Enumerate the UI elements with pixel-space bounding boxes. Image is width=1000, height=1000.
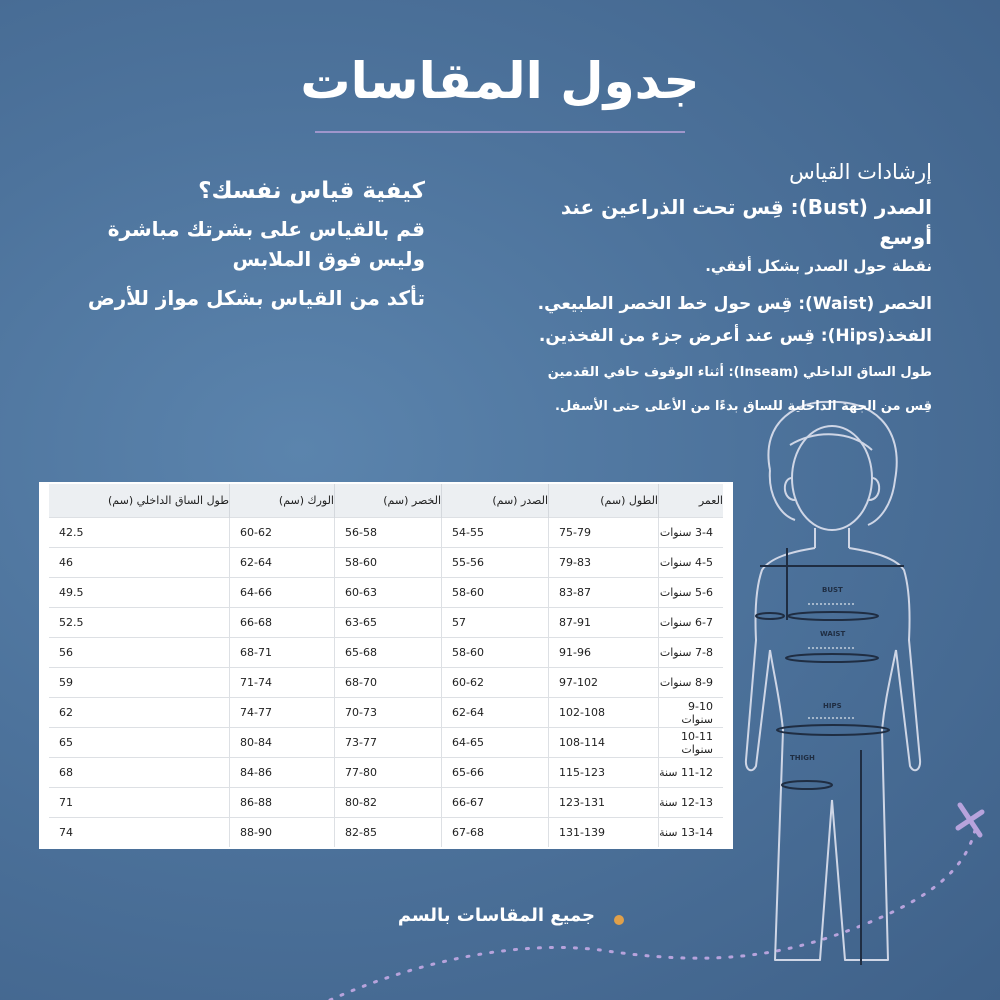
cell-hips: 64-66 xyxy=(230,578,335,608)
cell-inseam: 74 xyxy=(49,818,230,848)
cell-inseam: 46 xyxy=(49,548,230,578)
cell-bust: 65-66 xyxy=(442,758,549,788)
table-row xyxy=(49,548,723,578)
cell-hips: 86-88 xyxy=(230,788,335,818)
col-header-waist: الخصر (سم) xyxy=(335,484,442,518)
cell-waist: 73-77 xyxy=(335,728,442,758)
figure-label-bust: BUST xyxy=(822,586,843,594)
col-header-inseam: طول الساق الداخلي (سم) xyxy=(49,484,230,518)
cell-waist: 77-80 xyxy=(335,758,442,788)
col-header-bust: الصدر (سم) xyxy=(442,484,549,518)
cell-inseam: 49.5 xyxy=(49,578,230,608)
cell-age: 7-8 سنوات xyxy=(659,638,724,668)
cell-height: 91-96 xyxy=(549,638,659,668)
cell-inseam: 62 xyxy=(49,698,230,728)
table-row xyxy=(49,668,723,698)
cell-bust: 58-60 xyxy=(442,578,549,608)
cell-bust: 54-55 xyxy=(442,518,549,548)
figure-label-waist: WAIST xyxy=(820,630,846,638)
cell-age: 6-7 سنوات xyxy=(659,608,724,638)
cell-age: 4-5 سنوات xyxy=(659,548,724,578)
cross-decoration-icon xyxy=(958,805,982,835)
cell-height: 102-108 xyxy=(549,698,659,728)
cell-inseam: 56 xyxy=(49,638,230,668)
table-row xyxy=(49,578,723,608)
guide-hips: الفخذ(Hips): قِس عند أعرض جزء من الفخذين. xyxy=(538,326,932,346)
col-header-height: الطول (سم) xyxy=(549,484,659,518)
cell-age: 8-9 سنوات xyxy=(659,668,724,698)
cell-height: 79-83 xyxy=(549,548,659,578)
guide-inseam-line-1: طول الساق الداخلي (Inseam): أثناء الوقوف حافي القدمين xyxy=(547,365,932,380)
table-row xyxy=(49,518,723,548)
cell-age: 11-12 سنة xyxy=(659,758,724,788)
cell-bust: 62-64 xyxy=(442,698,549,728)
col-header-age: العمر xyxy=(659,484,724,518)
cell-bust: 64-65 xyxy=(442,728,549,758)
size-chart-table xyxy=(49,484,723,847)
cell-hips: 74-77 xyxy=(230,698,335,728)
cell-waist: 63-65 xyxy=(335,608,442,638)
cell-waist: 56-58 xyxy=(335,518,442,548)
guide-heading: إرشادات القياس xyxy=(789,160,932,184)
cell-inseam: 59 xyxy=(49,668,230,698)
cell-bust: 57 xyxy=(442,608,549,638)
figure-label-hips: HIPS xyxy=(823,702,842,710)
table-row xyxy=(49,608,723,638)
cell-height: 87-91 xyxy=(549,608,659,638)
cell-height: 108-114 xyxy=(549,728,659,758)
footer-note: جميع المقاسات بالسم xyxy=(397,905,595,926)
cell-inseam: 52.5 xyxy=(49,608,230,638)
how-to-measure-section xyxy=(80,178,425,322)
col-header-hips: الورك (سم) xyxy=(230,484,335,518)
cell-height: 97-102 xyxy=(549,668,659,698)
cell-hips: 84-86 xyxy=(230,758,335,788)
cell-waist: 65-68 xyxy=(335,638,442,668)
cell-height: 115-123 xyxy=(549,758,659,788)
page-title: جدول المقاسات xyxy=(300,52,700,110)
cell-age: 3-4 سنوات xyxy=(659,518,724,548)
cell-bust: 55-56 xyxy=(442,548,549,578)
cell-waist: 68-70 xyxy=(335,668,442,698)
cell-waist: 60-63 xyxy=(335,578,442,608)
guide-waist: الخصر (Waist): قِس حول خط الخصر الطبيعي. xyxy=(537,294,932,314)
measurement-guide-section xyxy=(520,160,932,424)
figure-label-thigh: THIGH xyxy=(790,754,815,762)
how-to-line-2: وليس فوق الملابس xyxy=(232,247,425,271)
cell-hips: 80-84 xyxy=(230,728,335,758)
cell-hips: 60-62 xyxy=(230,518,335,548)
table-row xyxy=(49,698,723,728)
cell-age: 9-10 سنوات xyxy=(659,698,724,728)
how-to-line-1: قم بالقياس على بشرتك مباشرة xyxy=(107,217,425,241)
table-body xyxy=(49,518,723,848)
cell-bust: 60-62 xyxy=(442,668,549,698)
cell-inseam: 71 xyxy=(49,788,230,818)
cell-bust: 67-68 xyxy=(442,818,549,848)
cell-age: 10-11 سنوات xyxy=(659,728,724,758)
cell-hips: 71-74 xyxy=(230,668,335,698)
cell-inseam: 68 xyxy=(49,758,230,788)
cell-age: 5-6 سنوات xyxy=(659,578,724,608)
cell-age: 12-13 سنة xyxy=(659,788,724,818)
title-divider xyxy=(315,131,685,133)
child-figure xyxy=(746,402,920,960)
table-row xyxy=(49,728,723,758)
size-chart-table-container xyxy=(39,482,733,849)
table-header-row xyxy=(49,484,723,518)
cell-inseam: 65 xyxy=(49,728,230,758)
table-row xyxy=(49,638,723,668)
guide-inseam-line-2: قِس من الجهة الداخلية للساق بدءًا من الأعلى حتى الأسفل. xyxy=(555,399,932,414)
how-to-line-3: تأكد من القياس بشكل مواز للأرض xyxy=(87,286,425,310)
guide-bust-line-2: نقطة حول الصدر بشكل أفقي. xyxy=(705,257,932,275)
cell-hips: 66-68 xyxy=(230,608,335,638)
cell-waist: 58-60 xyxy=(335,548,442,578)
cell-height: 75-79 xyxy=(549,518,659,548)
table-row xyxy=(49,758,723,788)
cell-waist: 82-85 xyxy=(335,818,442,848)
table-row xyxy=(49,788,723,818)
cell-age: 13-14 سنة xyxy=(659,818,724,848)
cell-height: 131-139 xyxy=(549,818,659,848)
cell-height: 83-87 xyxy=(549,578,659,608)
cell-hips: 62-64 xyxy=(230,548,335,578)
cell-hips: 68-71 xyxy=(230,638,335,668)
cell-waist: 70-73 xyxy=(335,698,442,728)
cell-inseam: 42.5 xyxy=(49,518,230,548)
cell-hips: 88-90 xyxy=(230,818,335,848)
how-to-heading: كيفية قياس نفسك؟ xyxy=(198,178,425,204)
cell-waist: 80-82 xyxy=(335,788,442,818)
table-row xyxy=(49,818,723,848)
bullet-dot-icon xyxy=(614,915,624,925)
guide-bust-line-1: الصدر (Bust): قِس تحت الذراعين عند أوسع xyxy=(560,195,932,249)
cell-height: 123-131 xyxy=(549,788,659,818)
cell-bust: 58-60 xyxy=(442,638,549,668)
cell-bust: 66-67 xyxy=(442,788,549,818)
